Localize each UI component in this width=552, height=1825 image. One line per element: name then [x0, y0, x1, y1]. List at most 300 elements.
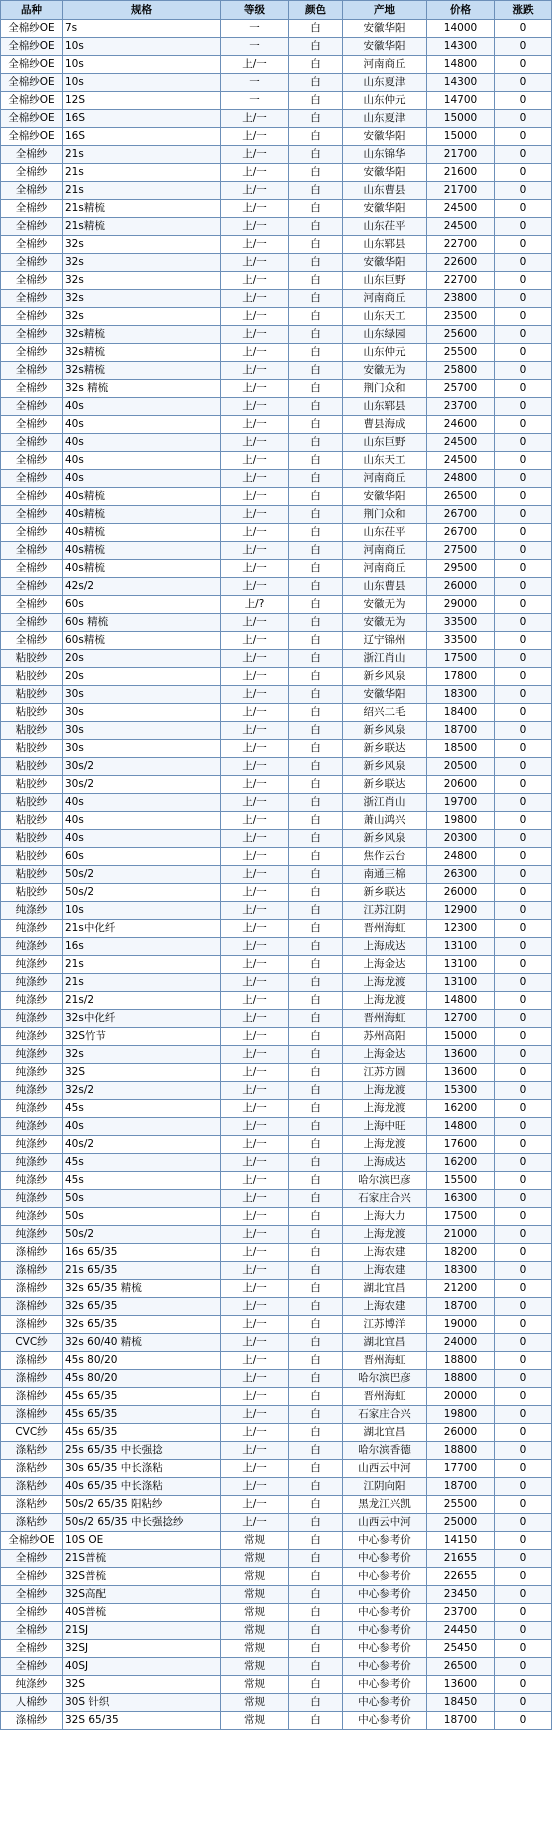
table-row	[1, 848, 552, 866]
cell-spec: 32s精梳	[63, 362, 221, 380]
cell-variety: 纯涤纱	[1, 1136, 63, 1154]
cell-price: 22700	[427, 272, 495, 290]
cell-grade: 常规	[221, 1532, 289, 1550]
cell-spec: 40s精梳	[63, 506, 221, 524]
cell-origin: 安徽无为	[343, 362, 427, 380]
table-row	[1, 254, 552, 272]
cell-grade: 上/一	[221, 146, 289, 164]
cell-variety: 涤棉纱	[1, 1244, 63, 1262]
cell-spec: 40s	[63, 794, 221, 812]
cell-origin: 山东曹县	[343, 578, 427, 596]
cell-change: 0	[495, 326, 552, 344]
cell-origin: 南通三棉	[343, 866, 427, 884]
cell-origin: 浙江肖山	[343, 650, 427, 668]
cell-grade: 上/一	[221, 1406, 289, 1424]
cell-change: 0	[495, 506, 552, 524]
cell-grade: 上/一	[221, 452, 289, 470]
cell-spec: 32S高配	[63, 1586, 221, 1604]
cell-grade: 上/一	[221, 992, 289, 1010]
cell-color: 白	[289, 1388, 343, 1406]
cell-change: 0	[495, 866, 552, 884]
cell-spec: 32S普梳	[63, 1568, 221, 1586]
cell-price: 14700	[427, 92, 495, 110]
table-row	[1, 758, 552, 776]
cell-color: 白	[289, 848, 343, 866]
table-row	[1, 1010, 552, 1028]
cell-spec: 30s	[63, 704, 221, 722]
cell-price: 14800	[427, 1118, 495, 1136]
cell-color: 白	[289, 1712, 343, 1730]
table-row	[1, 380, 552, 398]
table-row	[1, 1298, 552, 1316]
table-row	[1, 938, 552, 956]
cell-grade: 上/一	[221, 182, 289, 200]
cell-variety: 涤粘纱	[1, 1496, 63, 1514]
cell-origin: 曹县海成	[343, 416, 427, 434]
table-row	[1, 740, 552, 758]
cell-price: 21700	[427, 146, 495, 164]
cell-change: 0	[495, 1388, 552, 1406]
cell-price: 15300	[427, 1082, 495, 1100]
table-row	[1, 920, 552, 938]
cell-change: 0	[495, 128, 552, 146]
cell-spec: 32SJ	[63, 1640, 221, 1658]
cell-color: 白	[289, 1352, 343, 1370]
cell-grade: 上/一	[221, 1172, 289, 1190]
cell-price: 17500	[427, 1208, 495, 1226]
cell-spec: 30s/2	[63, 776, 221, 794]
table-row	[1, 596, 552, 614]
cell-spec: 45s 80/20	[63, 1370, 221, 1388]
table-row	[1, 290, 552, 308]
cell-change: 0	[495, 1262, 552, 1280]
cell-origin: 新乡风泉	[343, 758, 427, 776]
cell-change: 0	[495, 542, 552, 560]
cell-origin: 湖北宜昌	[343, 1424, 427, 1442]
cell-origin: 河南商丘	[343, 56, 427, 74]
cell-price: 14150	[427, 1532, 495, 1550]
cell-change: 0	[495, 704, 552, 722]
cell-grade: 上/一	[221, 1154, 289, 1172]
cell-grade: 上/一	[221, 1064, 289, 1082]
cell-grade: 上/一	[221, 1280, 289, 1298]
cell-color: 白	[289, 416, 343, 434]
cell-variety: 全棉纱	[1, 416, 63, 434]
cell-origin: 焦作云台	[343, 848, 427, 866]
cell-color: 白	[289, 596, 343, 614]
cell-change: 0	[495, 74, 552, 92]
table-row	[1, 110, 552, 128]
cell-change: 0	[495, 830, 552, 848]
cell-origin: 河南商丘	[343, 542, 427, 560]
cell-change: 0	[495, 632, 552, 650]
cell-price: 25500	[427, 344, 495, 362]
cell-change: 0	[495, 956, 552, 974]
table-row	[1, 1604, 552, 1622]
cell-origin: 安徽华阳	[343, 686, 427, 704]
cell-variety: 粘胶纱	[1, 668, 63, 686]
cell-spec: 45s 65/35	[63, 1406, 221, 1424]
cell-origin: 山东曹县	[343, 182, 427, 200]
cell-spec: 21s	[63, 974, 221, 992]
cell-change: 0	[495, 1622, 552, 1640]
cell-price: 19800	[427, 1406, 495, 1424]
cell-origin: 山东绿园	[343, 326, 427, 344]
cell-grade: 上/一	[221, 776, 289, 794]
cell-change: 0	[495, 1046, 552, 1064]
cell-price: 13100	[427, 938, 495, 956]
cell-color: 白	[289, 272, 343, 290]
cell-variety: 纯涤纱	[1, 1676, 63, 1694]
cell-color: 白	[289, 542, 343, 560]
cell-spec: 40s	[63, 452, 221, 470]
cell-color: 白	[289, 1064, 343, 1082]
cell-variety: 全棉纱	[1, 1586, 63, 1604]
cell-price: 16300	[427, 1190, 495, 1208]
cell-change: 0	[495, 398, 552, 416]
cell-price: 23500	[427, 308, 495, 326]
cell-spec: 40s精梳	[63, 524, 221, 542]
cell-origin: 新乡风泉	[343, 668, 427, 686]
cell-grade: 常规	[221, 1694, 289, 1712]
cell-origin: 上海农建	[343, 1262, 427, 1280]
cell-origin: 安徽无为	[343, 596, 427, 614]
cell-color: 白	[289, 380, 343, 398]
cell-origin: 中心参考价	[343, 1568, 427, 1586]
cell-spec: 60s	[63, 848, 221, 866]
cell-change: 0	[495, 974, 552, 992]
cell-origin: 哈尔滨香德	[343, 1442, 427, 1460]
cell-variety: 纯涤纱	[1, 1028, 63, 1046]
cell-change: 0	[495, 992, 552, 1010]
cell-change: 0	[495, 92, 552, 110]
table-row	[1, 1694, 552, 1712]
cell-variety: 涤棉纱	[1, 1388, 63, 1406]
cell-variety: 纯涤纱	[1, 1226, 63, 1244]
cell-change: 0	[495, 380, 552, 398]
table-row	[1, 1622, 552, 1640]
cell-price: 33500	[427, 614, 495, 632]
cell-change: 0	[495, 1604, 552, 1622]
cell-price: 29000	[427, 596, 495, 614]
cell-variety: 全棉纱	[1, 1622, 63, 1640]
cell-variety: 粘胶纱	[1, 794, 63, 812]
cell-change: 0	[495, 596, 552, 614]
cell-origin: 晋州海虹	[343, 920, 427, 938]
cell-spec: 10s	[63, 56, 221, 74]
cell-color: 白	[289, 1082, 343, 1100]
cell-color: 白	[289, 686, 343, 704]
cell-origin: 江苏方圆	[343, 1064, 427, 1082]
cell-origin: 中心参考价	[343, 1658, 427, 1676]
cell-origin: 安徽华阳	[343, 20, 427, 38]
cell-price: 22655	[427, 1568, 495, 1586]
cell-origin: 荆门众和	[343, 380, 427, 398]
cell-grade: 上/一	[221, 236, 289, 254]
cell-variety: 粘胶纱	[1, 740, 63, 758]
cell-spec: 45s	[63, 1154, 221, 1172]
cell-grade: 上/一	[221, 866, 289, 884]
cell-variety: 纯涤纱	[1, 1064, 63, 1082]
table-row	[1, 812, 552, 830]
cell-grade: 一	[221, 38, 289, 56]
cell-origin: 山东夏津	[343, 74, 427, 92]
cell-variety: 全棉纱	[1, 236, 63, 254]
cell-color: 白	[289, 1154, 343, 1172]
cell-spec: 60s 精梳	[63, 614, 221, 632]
cell-change: 0	[495, 1712, 552, 1730]
cell-change: 0	[495, 452, 552, 470]
cell-price: 25500	[427, 1496, 495, 1514]
cell-price: 18800	[427, 1352, 495, 1370]
cell-grade: 常规	[221, 1712, 289, 1730]
cell-spec: 30s	[63, 722, 221, 740]
cell-color: 白	[289, 776, 343, 794]
table-row	[1, 146, 552, 164]
cell-spec: 10S OE	[63, 1532, 221, 1550]
cell-change: 0	[495, 1190, 552, 1208]
cell-spec: 45s 65/35	[63, 1388, 221, 1406]
cell-grade: 上/一	[221, 722, 289, 740]
cell-color: 白	[289, 1262, 343, 1280]
cell-spec: 21s 65/35	[63, 1262, 221, 1280]
cell-color: 白	[289, 1478, 343, 1496]
table-row	[1, 578, 552, 596]
cell-variety: 全棉纱	[1, 146, 63, 164]
cell-grade: 上/一	[221, 290, 289, 308]
cell-price: 15000	[427, 110, 495, 128]
cell-change: 0	[495, 1640, 552, 1658]
cell-change: 0	[495, 1532, 552, 1550]
cell-variety: 纯涤纱	[1, 1082, 63, 1100]
table-row	[1, 38, 552, 56]
table-row	[1, 182, 552, 200]
cell-change: 0	[495, 668, 552, 686]
cell-color: 白	[289, 614, 343, 632]
table-row	[1, 1676, 552, 1694]
column-header-color: 颜色	[289, 1, 343, 20]
cell-origin: 上海金达	[343, 1046, 427, 1064]
cell-variety: 全棉纱	[1, 308, 63, 326]
cell-origin: 中心参考价	[343, 1550, 427, 1568]
cell-color: 白	[289, 1550, 343, 1568]
cell-change: 0	[495, 1334, 552, 1352]
cell-grade: 上/一	[221, 1262, 289, 1280]
cell-grade: 上/一	[221, 1118, 289, 1136]
cell-spec: 30s 65/35 中长涤粘	[63, 1460, 221, 1478]
cell-change: 0	[495, 470, 552, 488]
cell-variety: 粘胶纱	[1, 758, 63, 776]
cell-color: 白	[289, 470, 343, 488]
cell-color: 白	[289, 1298, 343, 1316]
cell-price: 13100	[427, 956, 495, 974]
cell-spec: 32s	[63, 272, 221, 290]
cell-variety: 纯涤纱	[1, 1118, 63, 1136]
cell-origin: 安徽华阳	[343, 38, 427, 56]
cell-origin: 上海金达	[343, 956, 427, 974]
cell-origin: 上海龙渡	[343, 1136, 427, 1154]
cell-spec: 40s/2	[63, 1136, 221, 1154]
cell-variety: 粘胶纱	[1, 650, 63, 668]
table-row	[1, 470, 552, 488]
table-row	[1, 1334, 552, 1352]
table-row	[1, 1406, 552, 1424]
cell-change: 0	[495, 1496, 552, 1514]
table-row	[1, 1550, 552, 1568]
cell-color: 白	[289, 1118, 343, 1136]
cell-price: 18400	[427, 704, 495, 722]
cell-origin: 晋州海虹	[343, 1388, 427, 1406]
cell-change: 0	[495, 1118, 552, 1136]
cell-price: 24500	[427, 200, 495, 218]
cell-color: 白	[289, 722, 343, 740]
cell-price: 18450	[427, 1694, 495, 1712]
table-row	[1, 866, 552, 884]
cell-origin: 新乡风泉	[343, 722, 427, 740]
cell-variety: 全棉纱	[1, 1568, 63, 1586]
cell-color: 白	[289, 1046, 343, 1064]
cell-color: 白	[289, 884, 343, 902]
table-row	[1, 1478, 552, 1496]
cell-grade: 常规	[221, 1604, 289, 1622]
cell-variety: 涤粘纱	[1, 1460, 63, 1478]
cell-variety: 全棉纱	[1, 218, 63, 236]
cell-price: 12300	[427, 920, 495, 938]
table-row	[1, 1568, 552, 1586]
column-header-variety: 品种	[1, 1, 63, 20]
cell-change: 0	[495, 812, 552, 830]
cell-change: 0	[495, 1352, 552, 1370]
cell-grade: 常规	[221, 1676, 289, 1694]
cell-grade: 上/一	[221, 1352, 289, 1370]
cell-spec: 21s精梳	[63, 200, 221, 218]
cell-price: 14000	[427, 20, 495, 38]
cell-change: 0	[495, 272, 552, 290]
cell-grade: 上/一	[221, 1496, 289, 1514]
cell-origin: 新乡联达	[343, 776, 427, 794]
cell-change: 0	[495, 920, 552, 938]
cell-price: 14300	[427, 38, 495, 56]
cell-spec: 40s	[63, 812, 221, 830]
cell-change: 0	[495, 20, 552, 38]
cell-color: 白	[289, 704, 343, 722]
table-row	[1, 1028, 552, 1046]
cell-variety: 涤棉纱	[1, 1262, 63, 1280]
table-row	[1, 1532, 552, 1550]
cell-color: 白	[289, 20, 343, 38]
cell-price: 15500	[427, 1172, 495, 1190]
cell-variety: 纯涤纱	[1, 920, 63, 938]
table-row	[1, 1424, 552, 1442]
cell-grade: 上/一	[221, 1082, 289, 1100]
cell-color: 白	[289, 1496, 343, 1514]
cell-color: 白	[289, 938, 343, 956]
table-row	[1, 416, 552, 434]
cell-variety: 全棉纱	[1, 578, 63, 596]
cell-origin: 河南商丘	[343, 290, 427, 308]
cell-spec: 32s 60/40 精梳	[63, 1334, 221, 1352]
cell-grade: 上/一	[221, 1226, 289, 1244]
cell-spec: 30s/2	[63, 758, 221, 776]
cell-grade: 上/一	[221, 650, 289, 668]
table-row	[1, 1154, 552, 1172]
cell-spec: 32s 精梳	[63, 380, 221, 398]
cell-origin: 上海成达	[343, 1154, 427, 1172]
cell-change: 0	[495, 1676, 552, 1694]
table-row	[1, 1586, 552, 1604]
cell-price: 24800	[427, 470, 495, 488]
cell-grade: 上/一	[221, 1460, 289, 1478]
cell-grade: 上/一	[221, 1334, 289, 1352]
cell-color: 白	[289, 1658, 343, 1676]
cell-grade: 上/一	[221, 1244, 289, 1262]
cell-price: 27500	[427, 542, 495, 560]
cell-price: 14800	[427, 992, 495, 1010]
cell-variety: 涤棉纱	[1, 1406, 63, 1424]
cell-grade: 上/一	[221, 218, 289, 236]
cell-spec: 32s 65/35	[63, 1298, 221, 1316]
table-row	[1, 560, 552, 578]
cell-price: 26000	[427, 578, 495, 596]
table-row	[1, 434, 552, 452]
cell-variety: 涤棉纱	[1, 1352, 63, 1370]
cell-color: 白	[289, 1586, 343, 1604]
cell-change: 0	[495, 758, 552, 776]
cell-change: 0	[495, 1280, 552, 1298]
cell-origin: 山东巨野	[343, 434, 427, 452]
cell-spec: 40S普梳	[63, 1604, 221, 1622]
cell-price: 18700	[427, 1712, 495, 1730]
cell-origin: 安徽无为	[343, 614, 427, 632]
cell-color: 白	[289, 1568, 343, 1586]
cell-spec: 25s 65/35 中长强捻	[63, 1442, 221, 1460]
cell-grade: 上/一	[221, 614, 289, 632]
cell-color: 白	[289, 1532, 343, 1550]
cell-origin: 山东锦华	[343, 146, 427, 164]
table-row	[1, 722, 552, 740]
cell-price: 18800	[427, 1442, 495, 1460]
cell-grade: 上/一	[221, 1028, 289, 1046]
cell-variety: 涤棉纱	[1, 1298, 63, 1316]
table-row	[1, 1280, 552, 1298]
cell-grade: 上/一	[221, 1010, 289, 1028]
cell-color: 白	[289, 1406, 343, 1424]
cell-change: 0	[495, 344, 552, 362]
table-row	[1, 1352, 552, 1370]
cell-color: 白	[289, 146, 343, 164]
cell-origin: 中心参考价	[343, 1676, 427, 1694]
cell-price: 15000	[427, 1028, 495, 1046]
cell-spec: 20s	[63, 650, 221, 668]
cell-spec: 32s精梳	[63, 326, 221, 344]
cell-origin: 安徽华阳	[343, 254, 427, 272]
cell-variety: 纯涤纱	[1, 1208, 63, 1226]
cell-grade: 上/一	[221, 740, 289, 758]
cell-variety: 纯涤纱	[1, 1100, 63, 1118]
cell-grade: 上/一	[221, 938, 289, 956]
cell-color: 白	[289, 1424, 343, 1442]
cell-spec: 50s/2	[63, 1226, 221, 1244]
cell-price: 18300	[427, 686, 495, 704]
cell-grade: 上/一	[221, 1190, 289, 1208]
cell-change: 0	[495, 308, 552, 326]
cell-origin: 上海成达	[343, 938, 427, 956]
cell-spec: 10s	[63, 38, 221, 56]
cell-spec: 45s 80/20	[63, 1352, 221, 1370]
table-row	[1, 686, 552, 704]
cell-change: 0	[495, 1460, 552, 1478]
cell-color: 白	[289, 1010, 343, 1028]
